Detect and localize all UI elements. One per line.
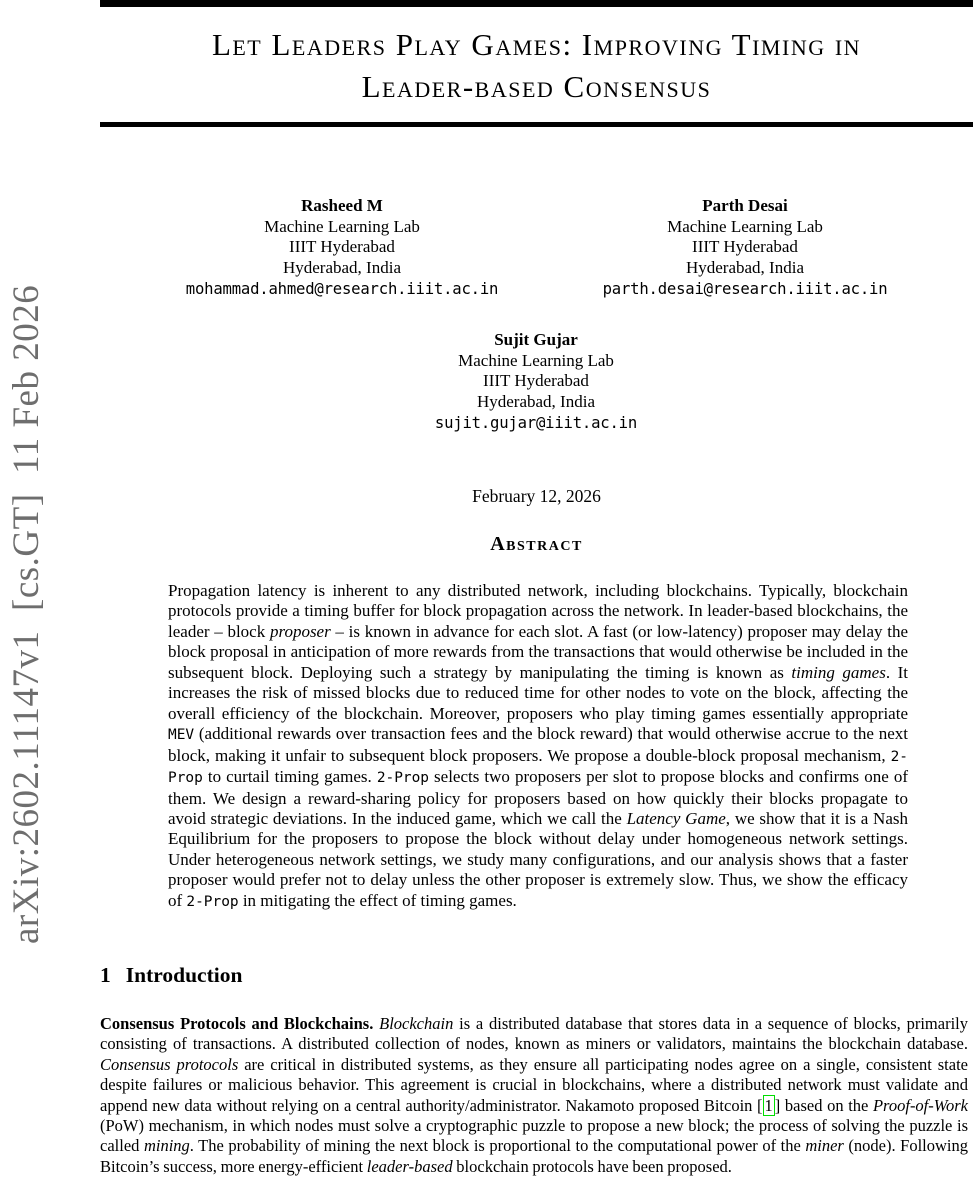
paper-title (100, 24, 973, 108)
text-run-italic: Consensus protocols (100, 1054, 239, 1074)
text-run-italic: mining (143, 1136, 190, 1156)
author-name: Parth Desai (702, 196, 788, 215)
text-run: selects two proposers per slot to propose blocks and confirms one of them. We design a reward-sharing policy for proposers based on how quickly their blocks propagate to avoid strategic deviations. In the induced game, which we call the (168, 767, 909, 828)
text-run: (additional rewards over transaction fees and the block reward) that would otherwise accrue to the next block, making it unfair to subsequent block proposers. We propose a double-block proposal mechanism, (168, 724, 908, 765)
author-email: sujit.gujar@iiit.ac.in (434, 414, 638, 433)
text-run: (node). Following Bitcoin’s success, more energy-efficient (100, 1136, 969, 1176)
citation-link[interactable]: 1 (764, 1095, 773, 1115)
text-run-mono: 2-Prop (376, 770, 429, 787)
section-title: Introduction (125, 963, 243, 987)
text-run-italic: proposer (269, 621, 331, 641)
text-run: – is known in advance for each slot. A fast (or low-latency) proposer may delay the block proposal in anticipation of more rewards from the transactions that would otherwise be included in the subsequent block. Deploying such a strategy by manipulating the timing is known as (168, 621, 908, 682)
text-run-mono: 2-Prop (186, 893, 239, 910)
text-run-mono: 2-Prop (168, 748, 908, 787)
author-block-1 (142, 196, 542, 300)
text-run: . The probability of mining the next block is proportional to the computational power of the (189, 1136, 806, 1156)
section-number: 1 (100, 963, 111, 987)
text-run-mono: MEV (168, 727, 195, 744)
paper-date: February 12, 2026 (472, 486, 601, 506)
arxiv-stamp: arXiv:2602.11147v1 [cs.GT] 11 Feb 2026 (6, 284, 47, 944)
author-affiliation-location: Hyderabad, India (476, 391, 595, 411)
author-affiliation-institute: IIIT Hyderabad (483, 371, 589, 391)
text-run: Propagation latency is inherent to any distributed network, including blockchains. Typically, blockchain protocols provide a timing buffer for block propagation across the network. In leader-based blockchains, the leader – block (168, 581, 908, 641)
text-run: , we show that it is a Nash Equilibrium for the proposers to propose the block without delay under homogeneous network settings. Under heterogeneous network settings, we study many configurations, and our analysis shows that a faster proposer would prefer not to delay unless the other proposer is extremely slow. Thus, we show the efficacy of (168, 808, 908, 910)
text-run: is a distributed database that stores data in a sequence of blocks, primarily consisting of transactions. A distributed collection of nodes, known as miners or validators, maintains the blockchain database. (100, 1014, 968, 1054)
text-run: . It increases the risk of missed blocks due to reduced time for other nodes to vote on the block, affecting the overall efficiency of the blockchain. Moreover, proposers who play timing games essentially appropriate (168, 662, 908, 723)
author-email: parth.desai@research.iiit.ac.in (602, 280, 888, 299)
text-run-italic: miner (805, 1136, 844, 1156)
text-run-italic: Latency Game (626, 808, 726, 828)
text-run-italic: Blockchain (379, 1014, 454, 1033)
intro-paragraph (100, 1014, 968, 1177)
abstract-text (168, 581, 908, 912)
paper-title-line2: Leader-based Consensus (361, 69, 712, 104)
text-run-italic: timing games (791, 662, 886, 682)
author-affiliation-lab: Machine Learning Lab (264, 216, 420, 236)
text-run-italic: leader-based (366, 1156, 453, 1176)
author-affiliation-institute: IIIT Hyderabad (692, 237, 798, 257)
author-affiliation-lab: Machine Learning Lab (458, 350, 614, 370)
text-run-bold: Consensus Protocols and Blockchains. (100, 1014, 374, 1033)
title-rule (100, 122, 973, 127)
author-affiliation-location: Hyderabad, India (685, 257, 804, 277)
text-run: blockchain protocols have been proposed. (452, 1156, 732, 1176)
paper-title-line1: Let Leaders Play Games: Improving Timing in (211, 27, 862, 62)
author-name: Sujit Gujar (494, 330, 578, 349)
top-rule (100, 0, 973, 7)
author-block-2 (545, 196, 945, 300)
author-affiliation-lab: Machine Learning Lab (667, 216, 823, 236)
author-block-3 (336, 330, 736, 434)
abstract-heading: Abstract (490, 533, 583, 555)
text-run: are critical in distributed systems, as they ensure all participating nodes agree on a single, consistent state despite failures or malicious behavior. This agreement is crucial in blockchains, where a distributed network must validate and append new data without relying on a central authority/administrator. Nakamoto proposed Bitcoin [ (100, 1054, 968, 1115)
author-affiliation-location: Hyderabad, India (282, 257, 401, 277)
text-run-italic: Proof-of-Work (872, 1095, 968, 1115)
text-run: ] based on the (774, 1095, 873, 1115)
text-run: to curtail timing games. (202, 767, 377, 787)
text-run: (PoW) mechanism, in which nodes must solve a cryptographic puzzle to propose a new block; the process of solving the puzzle is called (100, 1116, 968, 1156)
section-heading-introduction (100, 963, 242, 988)
text-run: in mitigating the effect of timing games. (238, 890, 517, 910)
author-name: Rasheed M (301, 196, 383, 215)
author-affiliation-institute: IIIT Hyderabad (289, 237, 395, 257)
author-email: mohammad.ahmed@research.iiit.ac.in (185, 280, 499, 299)
